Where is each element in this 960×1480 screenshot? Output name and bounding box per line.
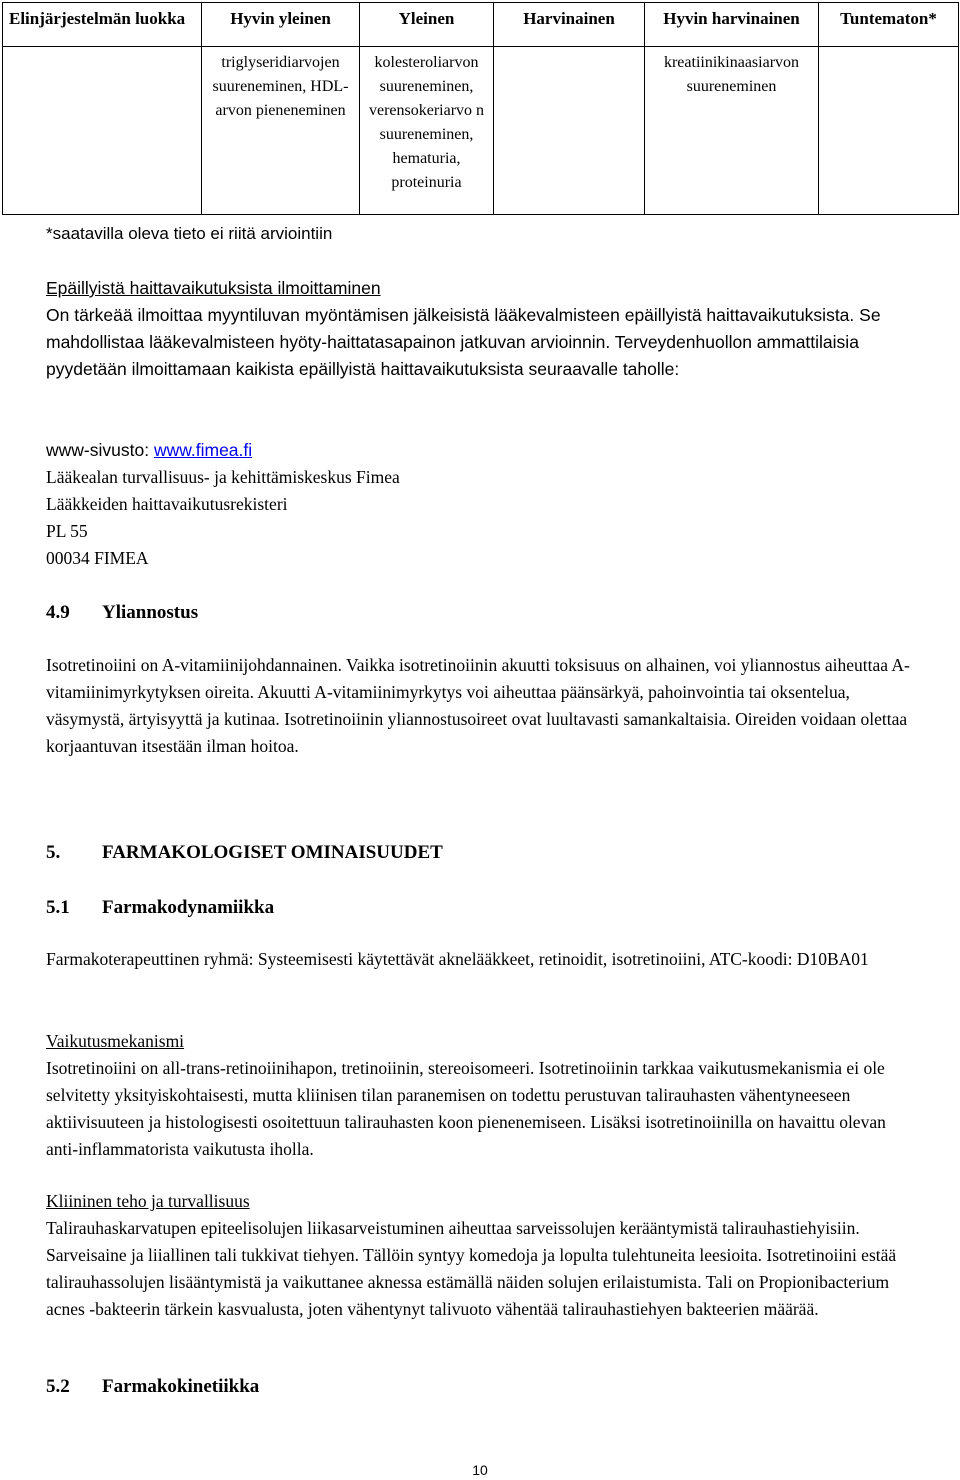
adverse-reactions-table xyxy=(2,2,959,215)
mechanism-heading: Vaikutusmekanismi xyxy=(46,1031,185,1051)
column-header: Hyvin harvinainen xyxy=(645,3,819,47)
section-number: 4.9 xyxy=(46,602,70,623)
section-number: 5.1 xyxy=(46,897,70,918)
efficacy-paragraph: Talirauhaskarvatupen epiteelisolujen liikasarveistuminen aiheuttaa sarveissolujen kerääntymistä talirauhastiehyisiin. Sarveisaine ja liiallinen tali tukkivat tiehyen. Tällöin syntyy komedoja ja lopulta tulehtuneita leesioita. Isotretinoiini estää talirauhassolujen lisääntymistä ja vaikuttanee aknessa estämällä näiden solujen erilaistumista. Tali on Propionibacterium acnes -bakteerin tärkein kasvualusta, joten vähentynyt talivuoto vähentää talirauhastiehyen bakteerien määrää. xyxy=(46,1218,897,1319)
address-line: PL 55 xyxy=(46,521,88,541)
section-title: Farmakodynamiikka xyxy=(102,897,275,918)
section-heading-4-9 xyxy=(46,602,198,624)
column-header: Yleinen xyxy=(360,3,494,47)
table-footnote: *saatavilla oleva tieto ei riitä arviointiin xyxy=(46,224,333,243)
section-heading-5 xyxy=(46,842,443,864)
reporting-heading: Epäillyistä haittavaikutuksista ilmoittaminen xyxy=(46,278,381,298)
section-title: Farmakokinetiikka xyxy=(102,1376,260,1397)
mechanism-paragraph: Isotretinoiini on all-trans-retinoiinihapon, tretinoiinin, stereoisomeeri. Isotretinoiinin tarkkaa vaikutusmekanismia ei ole selvitetty yksityiskohtaisesti, mutta kliinisen tilan paranemisen on todettu perustuvan talirauhasten vähentyneeseen aktiivisuuteen ja histologisesti osoitettuun talirauhasten koon pienenemiseen. Lisäksi isotretinoiinilla on havaittu olevan anti-inflammatorista vaikutusta iholla. xyxy=(46,1058,886,1159)
address-line: Lääkkeiden haittavaikutusrekisteri xyxy=(46,494,288,514)
efficacy-heading: Kliininen teho ja turvallisuus xyxy=(46,1191,250,1211)
section-title: FARMAKOLOGISET OMINAISUUDET xyxy=(102,842,443,863)
column-header: Hyvin yleinen xyxy=(202,3,360,47)
table-row xyxy=(3,47,959,215)
table-cell xyxy=(494,47,645,215)
reporting-website xyxy=(46,437,916,464)
section-number: 5.2 xyxy=(46,1376,70,1397)
section-heading-5-2 xyxy=(46,1376,259,1398)
website-label: www-sivusto: xyxy=(46,440,154,460)
section-title: Yliannostus xyxy=(102,602,199,623)
column-header: Harvinainen xyxy=(494,3,645,47)
table-cell: kreatiinikinaasiarvon suureneminen xyxy=(645,47,819,215)
table-cell xyxy=(819,47,959,215)
table-header-row xyxy=(3,3,959,47)
table-cell: kolesteroliarvon suureneminen, verensokeriarvo n suureneminen, hematuria, proteinuria xyxy=(360,47,494,215)
pharmacotherapeutic-group: Farmakoterapeuttinen ryhmä: Systeemisesti käytettävät aknelääkkeet, retinoidit, isotretinoiini, ATC-koodi: D10BA01 xyxy=(46,949,869,969)
address-line: 00034 FIMEA xyxy=(46,548,149,568)
page-number: 10 xyxy=(472,1462,488,1478)
address-line: Lääkealan turvallisuus- ja kehittämiskeskus Fimea xyxy=(46,467,400,487)
column-header: Tuntematon* xyxy=(819,3,959,47)
section-heading-5-1 xyxy=(46,897,274,919)
column-header: Elinjärjestelmän luokka xyxy=(3,3,202,47)
section-number: 5. xyxy=(46,842,61,863)
table-cell: triglyseridiarvojen suureneminen, HDL-arvon pieneneminen xyxy=(202,47,360,215)
table-cell xyxy=(3,47,202,215)
reporting-paragraph: On tärkeää ilmoittaa myyntiluvan myöntämisen jälkeisistä lääkevalmisteen epäillyistä haittavaikutuksista. Se mahdollistaa lääkevalmisteen hyöty-haittatasapainon jatkuvan arvioinnin. Terveydenhuollon ammattilaisia pyydetään ilmoittamaan kaikista epäillyistä haittavaikutuksista seuraavalle taholle: xyxy=(46,305,881,379)
fimea-link[interactable]: www.fimea.fi xyxy=(153,440,253,460)
overdose-paragraph: Isotretinoiini on A-vitamiinijohdannainen. Vaikka isotretinoiinin akuutti toksisuus on alhainen, voi yliannostus aiheuttaa A-vitamiinimyrkytyksen oireita. Akuutti A-vitamiinimyrkytys voi aiheuttaa päänsärkyä, pahoinvointia tai oksentelua, väsymystä, ärtyisyyttä ja kutinaa. Isotretinoiinin yliannostusoireet ovat luultavasti samankaltaisia. Oireiden voidaan olettaa korjaantuvan itsestään ilman hoitoa. xyxy=(46,655,910,756)
